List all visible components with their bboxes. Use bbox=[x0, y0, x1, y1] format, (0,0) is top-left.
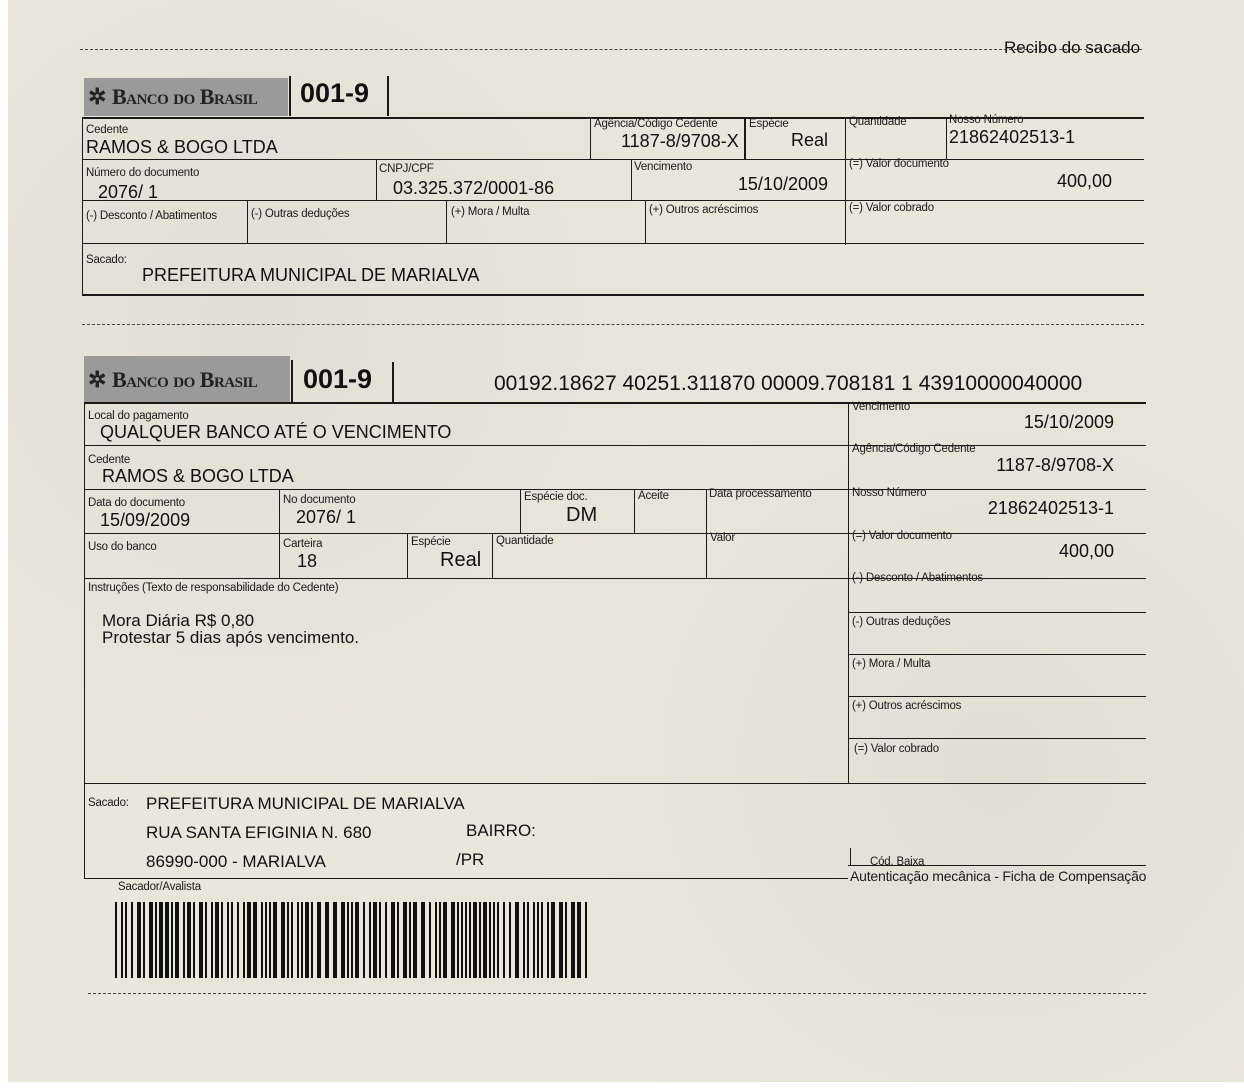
barcode-bar bbox=[585, 902, 587, 978]
barcode-bar bbox=[479, 902, 481, 978]
slip-carteira-label: Carteira bbox=[283, 538, 323, 550]
slip-especie-value: Real bbox=[440, 549, 482, 571]
barcode-bar bbox=[551, 902, 555, 978]
receipt-nosso-numero-label: Nosso Número bbox=[949, 114, 1024, 126]
receipt-mora-label: (+) Mora / Multa bbox=[451, 206, 530, 218]
slip-bairro-label: BAIRRO: bbox=[466, 821, 536, 840]
barcode-bar bbox=[435, 902, 437, 978]
slip-logo-divider bbox=[291, 360, 293, 404]
cut-line-middle bbox=[82, 324, 1144, 325]
barcode-bar bbox=[115, 902, 117, 978]
paper-edge-bottom bbox=[0, 1082, 1244, 1088]
barcode-bar bbox=[231, 902, 233, 978]
barcode-bar bbox=[347, 902, 349, 978]
slip-uso-banco-label: Uso do banco bbox=[88, 541, 157, 553]
barcode-bar bbox=[577, 902, 581, 978]
slip-bank-code: 001-9 bbox=[303, 364, 373, 394]
barcode-bar bbox=[559, 902, 563, 978]
receipt-vencimento-value: 15/10/2009 bbox=[737, 174, 828, 194]
receipt-sacado-label: Sacado: bbox=[86, 254, 127, 266]
receipt-title: Recibo do sacado bbox=[1004, 38, 1141, 57]
barcode-bar bbox=[171, 902, 173, 978]
receipt-quantidade-label: Quantidade bbox=[849, 116, 907, 128]
barcode-bar bbox=[355, 902, 359, 978]
slip-carteira-value: 18 bbox=[297, 551, 318, 571]
barcode-bar bbox=[237, 902, 239, 978]
barcode-bar bbox=[273, 902, 277, 978]
slip-vline bbox=[706, 489, 707, 578]
receipt-vline bbox=[631, 159, 632, 201]
slip-especie-doc-value: DM bbox=[566, 504, 598, 526]
barcode-bar bbox=[269, 902, 271, 978]
receipt-bank-logo bbox=[84, 78, 288, 116]
barcode-bar bbox=[199, 902, 203, 978]
receipt-cnpj-label: CNPJ/CPF bbox=[379, 163, 434, 175]
barcode-bar bbox=[483, 902, 487, 978]
slip-hline bbox=[848, 654, 1146, 655]
slip-cedente-label: Cedente bbox=[88, 454, 131, 466]
barcode-bar bbox=[311, 902, 313, 978]
receipt-line-3 bbox=[82, 200, 1144, 201]
slip-code-divider bbox=[392, 362, 394, 404]
slip-sacado-name: PREFEITURA MUNICIPAL DE MARIALVA bbox=[146, 794, 465, 813]
slip-valor-doc-value: 400,00 bbox=[1058, 541, 1114, 561]
slip-hline bbox=[848, 696, 1146, 697]
slip-sacado-label: Sacado: bbox=[88, 797, 129, 809]
receipt-especie-label: Espécie bbox=[749, 118, 789, 130]
barcode-bar bbox=[523, 902, 525, 978]
barcode-bar bbox=[571, 902, 575, 978]
slip-instrucoes-label: Instruções (Texto de responsabilidade do Cedente) bbox=[88, 582, 339, 594]
slip-outras-deducoes-label: (-) Outras deduções bbox=[852, 616, 951, 628]
barcode-bar bbox=[341, 902, 345, 978]
cut-line-top bbox=[80, 49, 1142, 50]
barcode-bar bbox=[527, 902, 529, 978]
barcode-bar bbox=[373, 902, 377, 978]
slip-autenticacao-label: Autenticação mecânica - Ficha de Compensação bbox=[850, 868, 1147, 884]
slip-aceite-label: Aceite bbox=[638, 490, 669, 502]
receipt-agencia-label: Agência/Código Cedente bbox=[594, 118, 718, 130]
barcode-bar bbox=[369, 902, 371, 978]
receipt-especie-value: Real bbox=[791, 130, 829, 150]
slip-vline bbox=[850, 848, 851, 866]
barcode-bar bbox=[451, 902, 455, 978]
receipt-valor-doc-label: (=) Valor documento bbox=[849, 158, 949, 170]
cut-line-bottom bbox=[88, 993, 1146, 994]
slip-digitable-line: 00192.18627 40251.311870 00009.708181 1 43910000040000 bbox=[494, 372, 1083, 395]
barcode-bar bbox=[265, 902, 267, 978]
receipt-cedente-label: Cedente bbox=[86, 124, 129, 136]
slip-vline bbox=[407, 533, 408, 578]
slip-quantidade-label: Quantidade bbox=[496, 535, 554, 547]
barcode-bar bbox=[421, 902, 425, 978]
slip-desconto-label: (-) Desconto / Abatimentos bbox=[852, 572, 983, 584]
barcode-bar bbox=[187, 902, 191, 978]
barcode-bar bbox=[175, 902, 179, 978]
receipt-valor-doc-value: 400,00 bbox=[1056, 171, 1112, 191]
slip-valor-label: Valor bbox=[710, 532, 735, 544]
slip-mora-label: (+) Mora / Multa bbox=[852, 658, 931, 670]
barcode-bar bbox=[183, 902, 185, 978]
barcode-bar bbox=[137, 902, 141, 978]
barcode-bar bbox=[503, 902, 505, 978]
barcode-bar bbox=[385, 902, 387, 978]
barcode-bar bbox=[261, 902, 263, 978]
barcode-bar bbox=[165, 902, 169, 978]
barcode-bar bbox=[243, 902, 245, 978]
receipt-agencia-value: 1187-8/9708-X bbox=[621, 131, 739, 151]
barcode bbox=[115, 902, 589, 978]
receipt-line-5 bbox=[82, 294, 1144, 296]
slip-especie-label: Espécie bbox=[411, 536, 451, 548]
barcode-bar bbox=[297, 902, 299, 978]
slip-instrucao-2: Protestar 5 dias após vencimento. bbox=[102, 628, 360, 647]
receipt-bank-name: Banco do Brasil bbox=[111, 84, 258, 109]
slip-hline bbox=[84, 783, 1146, 784]
barcode-bar bbox=[497, 902, 499, 978]
barcode-bar bbox=[391, 902, 395, 978]
barcode-bar bbox=[193, 902, 195, 978]
slip-nosso-numero-label: Nosso Número bbox=[852, 487, 927, 499]
barcode-bar bbox=[301, 902, 303, 978]
barcode-bar bbox=[287, 902, 289, 978]
slip-cedente-value: RAMOS & BOGO LTDA bbox=[102, 466, 294, 486]
barcode-bar bbox=[221, 902, 223, 978]
barcode-bar bbox=[403, 902, 407, 978]
barcode-bar bbox=[363, 902, 365, 978]
slip-data-proc-label: Data processamento bbox=[709, 488, 812, 500]
slip-bank-name: Banco do Brasil bbox=[111, 367, 258, 392]
receipt-vline bbox=[590, 117, 591, 159]
receipt-vencimento-label: Vencimento bbox=[634, 161, 693, 173]
paper-edge-left bbox=[0, 0, 8, 1088]
barcode-bar bbox=[509, 902, 511, 978]
slip-sacador-label: Sacador/Avalista bbox=[118, 881, 201, 893]
slip-instrucao-1: Mora Diária R$ 0,80 bbox=[102, 611, 255, 630]
barcode-bar bbox=[131, 902, 133, 978]
barcode-bar bbox=[541, 902, 543, 978]
barcode-bar bbox=[215, 902, 219, 978]
barcode-bar bbox=[493, 902, 495, 978]
slip-vencimento-value: 15/10/2009 bbox=[1023, 412, 1114, 432]
barcode-bar bbox=[305, 902, 309, 978]
barcode-bar bbox=[227, 902, 229, 978]
barcode-bar bbox=[281, 902, 285, 978]
slip-bank-logo bbox=[84, 356, 290, 404]
receipt-vline bbox=[845, 117, 846, 245]
barcode-bar bbox=[413, 902, 417, 978]
slip-local-pagamento-value: QUALQUER BANCO ATÉ O VENCIMENTO bbox=[100, 422, 452, 442]
receipt-vline bbox=[946, 117, 947, 159]
barcode-bar bbox=[473, 902, 477, 978]
slip-no-doc-value: 2076/ 1 bbox=[296, 507, 357, 527]
receipt-vline bbox=[645, 200, 646, 244]
slip-agencia-value: 1187-8/9708-X bbox=[996, 455, 1114, 475]
slip-no-doc-label: No documento bbox=[283, 494, 356, 506]
receipt-cnpj-value: 03.325.372/0001-86 bbox=[393, 178, 555, 198]
bank-logo-icon: ✲ bbox=[88, 367, 106, 392]
slip-data-doc-label: Data do documento bbox=[88, 497, 185, 509]
barcode-bar bbox=[247, 902, 251, 978]
barcode-bar bbox=[515, 902, 519, 978]
barcode-bar bbox=[461, 902, 463, 978]
barcode-bar bbox=[205, 902, 207, 978]
slip-nosso-numero-value: 21862402513-1 bbox=[987, 498, 1114, 518]
slip-vline bbox=[634, 489, 635, 533]
slip-vline bbox=[520, 489, 521, 533]
slip-vline bbox=[492, 533, 493, 578]
slip-border-left bbox=[84, 402, 85, 879]
barcode-bar bbox=[443, 902, 447, 978]
barcode-bar bbox=[457, 902, 459, 978]
barcode-bar bbox=[143, 902, 145, 978]
slip-hline bbox=[84, 445, 1146, 446]
slip-outros-acrescimos-label: (+) Outros acréscimos bbox=[852, 700, 962, 712]
receipt-nosso-numero-value: 21862402513-1 bbox=[949, 127, 1076, 147]
slip-sacado-address: RUA SANTA EFIGINIA N. 680 bbox=[146, 823, 372, 842]
receipt-line-4 bbox=[82, 243, 1144, 244]
barcode-bar bbox=[149, 902, 153, 978]
slip-local-pagamento-label: Local do pagamento bbox=[88, 410, 189, 422]
barcode-bar bbox=[211, 902, 213, 978]
receipt-vline bbox=[446, 200, 447, 244]
receipt-vline bbox=[376, 159, 377, 201]
slip-vline bbox=[279, 489, 280, 579]
slip-agencia-label: Agência/Código Cedente bbox=[852, 443, 976, 455]
slip-hline bbox=[848, 612, 1146, 613]
slip-line-top bbox=[84, 402, 1146, 404]
bank-logo-icon: ✲ bbox=[88, 84, 106, 109]
barcode-bar bbox=[469, 902, 471, 978]
slip-sacado-uf: /PR bbox=[456, 850, 485, 869]
receipt-sacado-value: PREFEITURA MUNICIPAL DE MARIALVA bbox=[142, 265, 480, 285]
slip-data-doc-value: 15/09/2009 bbox=[100, 510, 191, 530]
barcode-bar bbox=[465, 902, 467, 978]
barcode-bar bbox=[325, 902, 329, 978]
barcode-bar bbox=[317, 902, 321, 978]
slip-hline bbox=[84, 489, 1146, 490]
barcode-bar bbox=[291, 902, 293, 978]
receipt-desconto-label: (-) Desconto / Abatimentos bbox=[86, 210, 217, 222]
receipt-vline bbox=[247, 200, 248, 244]
barcode-bar bbox=[125, 902, 127, 978]
slip-especie-doc-label: Espécie doc. bbox=[524, 491, 588, 503]
receipt-outras-deducoes-label: (-) Outras deduções bbox=[251, 208, 350, 220]
receipt-code-divider bbox=[387, 76, 389, 116]
receipt-num-doc-value: 2076/ 1 bbox=[98, 182, 159, 202]
slip-sacado-cep-city: 86990-000 - MARIALVA bbox=[146, 852, 326, 871]
slip-hline bbox=[84, 533, 1146, 534]
receipt-border-left bbox=[82, 117, 83, 295]
receipt-line-2 bbox=[82, 159, 1144, 160]
receipt-num-doc-label: Número do documento bbox=[86, 167, 200, 179]
receipt-cedente-value: RAMOS & BOGO LTDA bbox=[86, 137, 278, 157]
slip-valor-cobrado-label: (=) Valor cobrado bbox=[854, 743, 939, 755]
barcode-bar bbox=[537, 902, 539, 978]
receipt-outros-acrescimos-label: (+) Outros acréscimos bbox=[649, 204, 759, 216]
barcode-bar bbox=[547, 902, 549, 978]
slip-right-column-divider bbox=[848, 402, 849, 784]
barcode-bar bbox=[439, 902, 441, 978]
slip-valor-doc-label: (=) Valor documento bbox=[852, 530, 952, 542]
barcode-bar bbox=[489, 902, 491, 978]
barcode-bar bbox=[379, 902, 381, 978]
receipt-vline bbox=[744, 117, 746, 159]
receipt-logo-divider bbox=[289, 76, 291, 116]
slip-vencimento-label: Vencimento bbox=[852, 401, 911, 413]
barcode-bar bbox=[253, 902, 257, 978]
barcode-bar bbox=[121, 902, 123, 978]
barcode-bar bbox=[429, 902, 431, 978]
barcode-bar bbox=[333, 902, 337, 978]
receipt-bank-code: 001-9 bbox=[300, 78, 370, 108]
slip-hline bbox=[848, 738, 1146, 739]
slip-hline bbox=[84, 578, 1146, 579]
barcode-bar bbox=[159, 902, 163, 978]
barcode-bar bbox=[409, 902, 411, 978]
barcode-bar bbox=[155, 902, 157, 978]
slip-cod-baixa-label: Cód. Baixa bbox=[870, 856, 925, 868]
barcode-bar bbox=[565, 902, 567, 978]
receipt-valor-cobrado-label: (=) Valor cobrado bbox=[849, 202, 934, 214]
barcode-bar bbox=[397, 902, 399, 978]
barcode-bar bbox=[533, 902, 535, 978]
slip-hline bbox=[84, 878, 848, 879]
barcode-bar bbox=[351, 902, 353, 978]
